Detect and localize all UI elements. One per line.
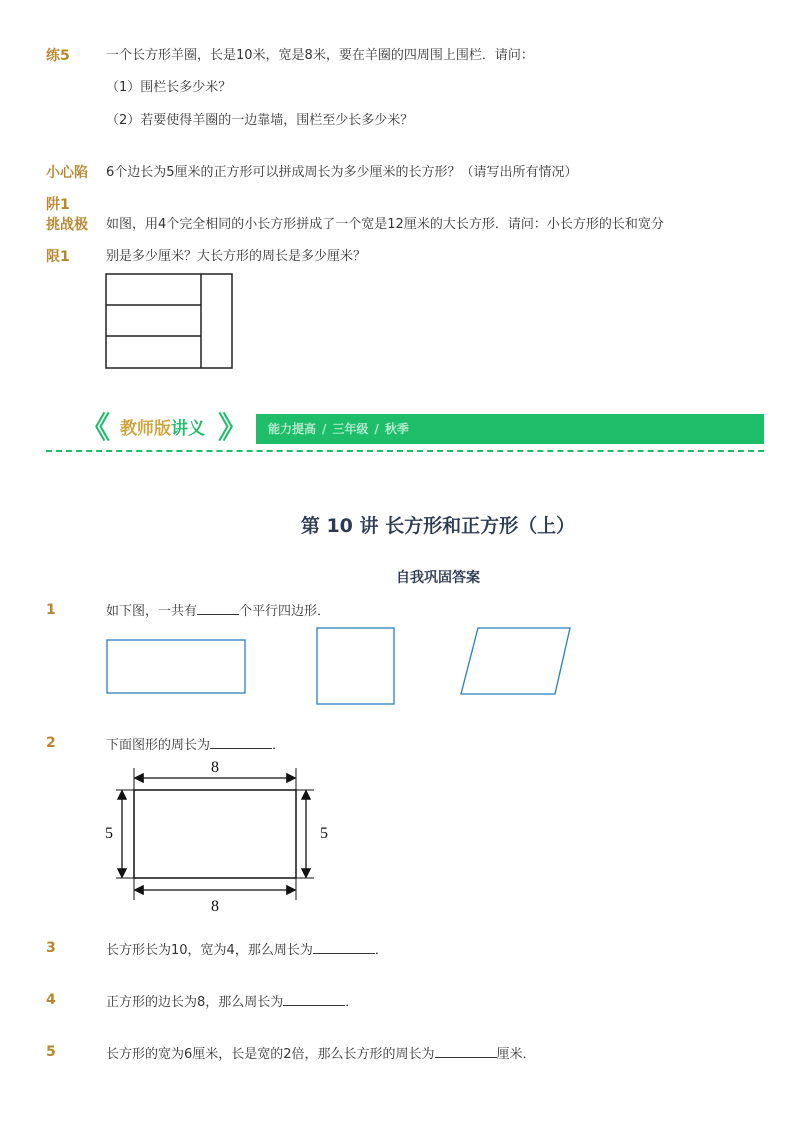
banner-left-panel	[46, 411, 256, 446]
question-2-text: 下面图形的周长为 ．	[106, 738, 286, 753]
trap-label-continued: 阱1	[46, 197, 70, 213]
trap-text: 6个边长为5厘米的正方形可以拼成周长为多少厘米的长方形？（请写出所有情况）	[106, 165, 578, 180]
question-3-text: 长方形长为10，宽为4，那么周长为 ．	[106, 943, 388, 958]
exercise-5-label: 练5	[46, 48, 70, 64]
challenge-text-line2: 别是多少厘米？大长方形的周长是多少厘米？	[106, 249, 367, 264]
challenge-text-line1: 如图，用4个完全相同的小长方形拼成了一个宽是12厘米的大长方形．请问：小长方形的长和宽分	[106, 217, 664, 232]
dimension-bottom: 8	[211, 898, 219, 915]
dimension-right: 5	[320, 825, 328, 842]
answer-blank	[210, 736, 272, 749]
chevron-left-icon: 《	[80, 411, 110, 446]
exercise-5-text: 一个长方形羊圈，长是10米，宽是8米，要在羊圈的四周围上围栏．请问：	[106, 48, 534, 63]
lesson-title: 第 10 讲 长方形和正方形（上）	[300, 515, 576, 537]
question-2-rectangle-figure	[100, 756, 340, 916]
exercise-5-q1: （1）围栏长多少米？	[106, 80, 232, 95]
teacher-edition-banner	[46, 411, 764, 446]
challenge-rectangles-figure	[105, 273, 235, 371]
parallelogram-shape	[461, 628, 570, 694]
dimension-left: 5	[105, 825, 113, 842]
question-1-shapes	[100, 622, 580, 712]
question-4-text: 正方形的边长为8，那么周长为 ．	[106, 995, 359, 1010]
question-number: 3	[46, 940, 56, 956]
answer-blank	[283, 993, 345, 1006]
question-number: 5	[46, 1044, 56, 1060]
banner-dashed-divider	[46, 450, 764, 452]
trap-label: 小心陷	[46, 165, 88, 181]
question-number: 1	[46, 602, 56, 618]
lesson-subtitle: 自我巩固答案	[396, 570, 480, 586]
banner-title: 教师版讲义	[120, 419, 205, 439]
challenge-label-line1: 挑战极	[46, 217, 88, 233]
question-5-text: 长方形的宽为6厘米，长是宽的2倍，那么长方形的周长为 厘米．	[106, 1047, 536, 1062]
challenge-label-line2: 限1	[46, 249, 70, 265]
answer-blank	[197, 602, 239, 615]
question-number: 4	[46, 992, 56, 1008]
question-1-text: 如下图，一共有 个平行四边形．	[106, 604, 331, 619]
chevron-right-icon: 》	[218, 411, 248, 446]
answer-blank	[313, 941, 375, 954]
dimension-top: 8	[211, 759, 219, 776]
square-shape	[317, 628, 394, 704]
rectangle-shape	[107, 640, 245, 693]
answer-blank	[435, 1045, 497, 1058]
exercise-5-q2: （2）若要使得羊圈的一边靠墙，围栏至少长多少米？	[106, 113, 414, 128]
banner-breadcrumb: 能力提高 / 三年级 / 秋季	[268, 422, 409, 436]
question-number: 2	[46, 735, 56, 751]
